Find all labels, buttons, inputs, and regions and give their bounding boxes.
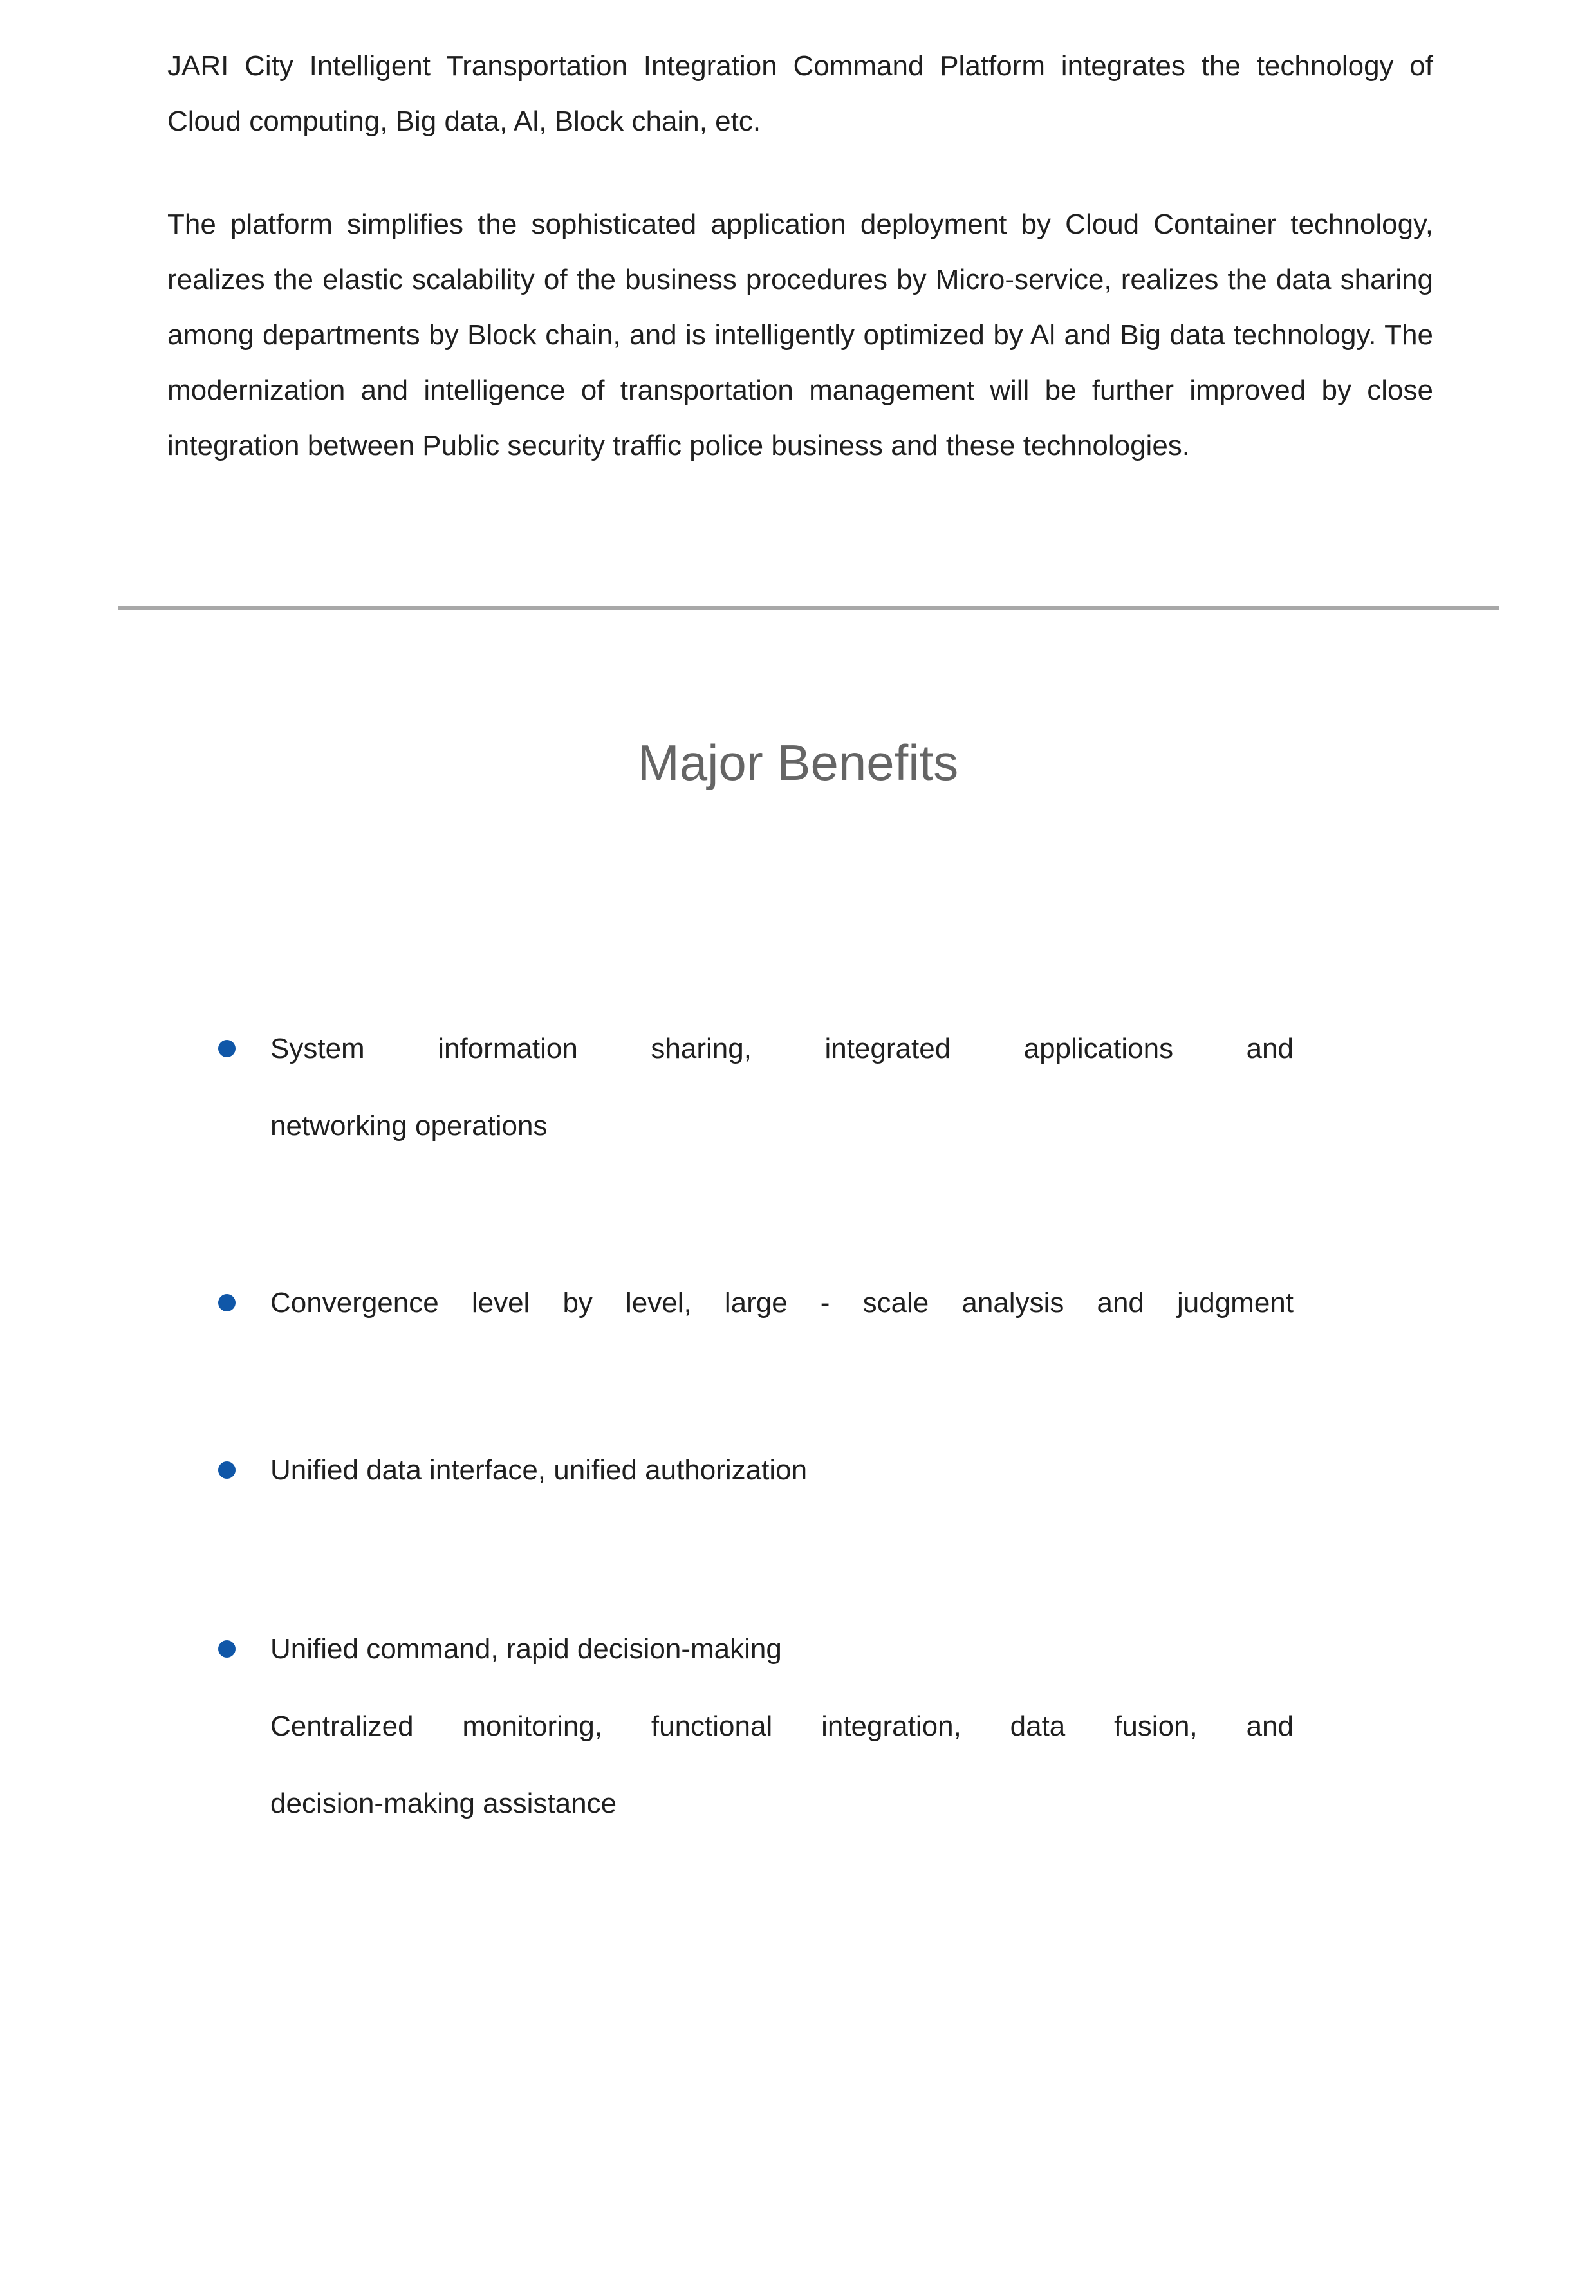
intro-paragraph-2 <box>167 197 1433 474</box>
benefit-line: decision-making assistance <box>270 1788 617 1819</box>
paragraph-line: modernization and intelligence of transportation management will be further improved by close <box>167 375 1433 406</box>
benefit-item <box>0 1264 1596 1342</box>
bullet-dot-icon <box>218 1461 236 1479</box>
benefit-line: Unified command, rapid decision-making <box>270 1633 782 1665</box>
section-divider <box>118 606 1499 610</box>
benefit-text <box>270 1264 1294 1342</box>
benefit-text <box>270 1010 1294 1165</box>
paragraph-line: integration between Public security traffic police business and these technologies. <box>167 430 1191 461</box>
benefit-line: Centralized monitoring, functional integration, data fusion, and <box>270 1710 1294 1742</box>
benefit-item <box>0 1432 1596 1509</box>
paragraph-line: among departments by Block chain, and is intelligently optimized by Al and Big data technology. The <box>167 319 1433 351</box>
benefit-text <box>270 1432 1294 1509</box>
benefit-line: System information sharing, integrated applications and <box>270 1033 1294 1064</box>
section-heading: Major Benefits <box>637 734 959 791</box>
bullet-dot-icon <box>218 1294 236 1311</box>
paragraph-line: realizes the elastic scalability of the business procedures by Micro-service, realizes the data sharing <box>167 264 1433 295</box>
paragraph-line: The platform simplifies the sophisticated application deployment by Cloud Container technology, <box>167 208 1433 240</box>
document-page <box>0 39 1596 2296</box>
benefit-line: Unified data interface, unified authorization <box>270 1454 808 1486</box>
benefit-item <box>0 1611 1596 1842</box>
bullet-dot-icon <box>218 1640 236 1658</box>
benefits-list <box>0 1010 1596 1842</box>
intro-paragraph-1 <box>167 39 1433 149</box>
paragraph-line: Cloud computing, Big data, Al, Block chain, etc. <box>167 106 761 137</box>
benefit-line: networking operations <box>270 1110 548 1142</box>
bullet-dot-icon <box>218 1040 236 1057</box>
benefit-item <box>0 1010 1596 1165</box>
benefit-text <box>270 1611 1294 1842</box>
paragraph-line: JARI City Intelligent Transportation Integration Command Platform integrates the technology of <box>167 50 1433 82</box>
benefit-line: Convergence level by level, large - scale analysis and judgment <box>270 1287 1294 1319</box>
